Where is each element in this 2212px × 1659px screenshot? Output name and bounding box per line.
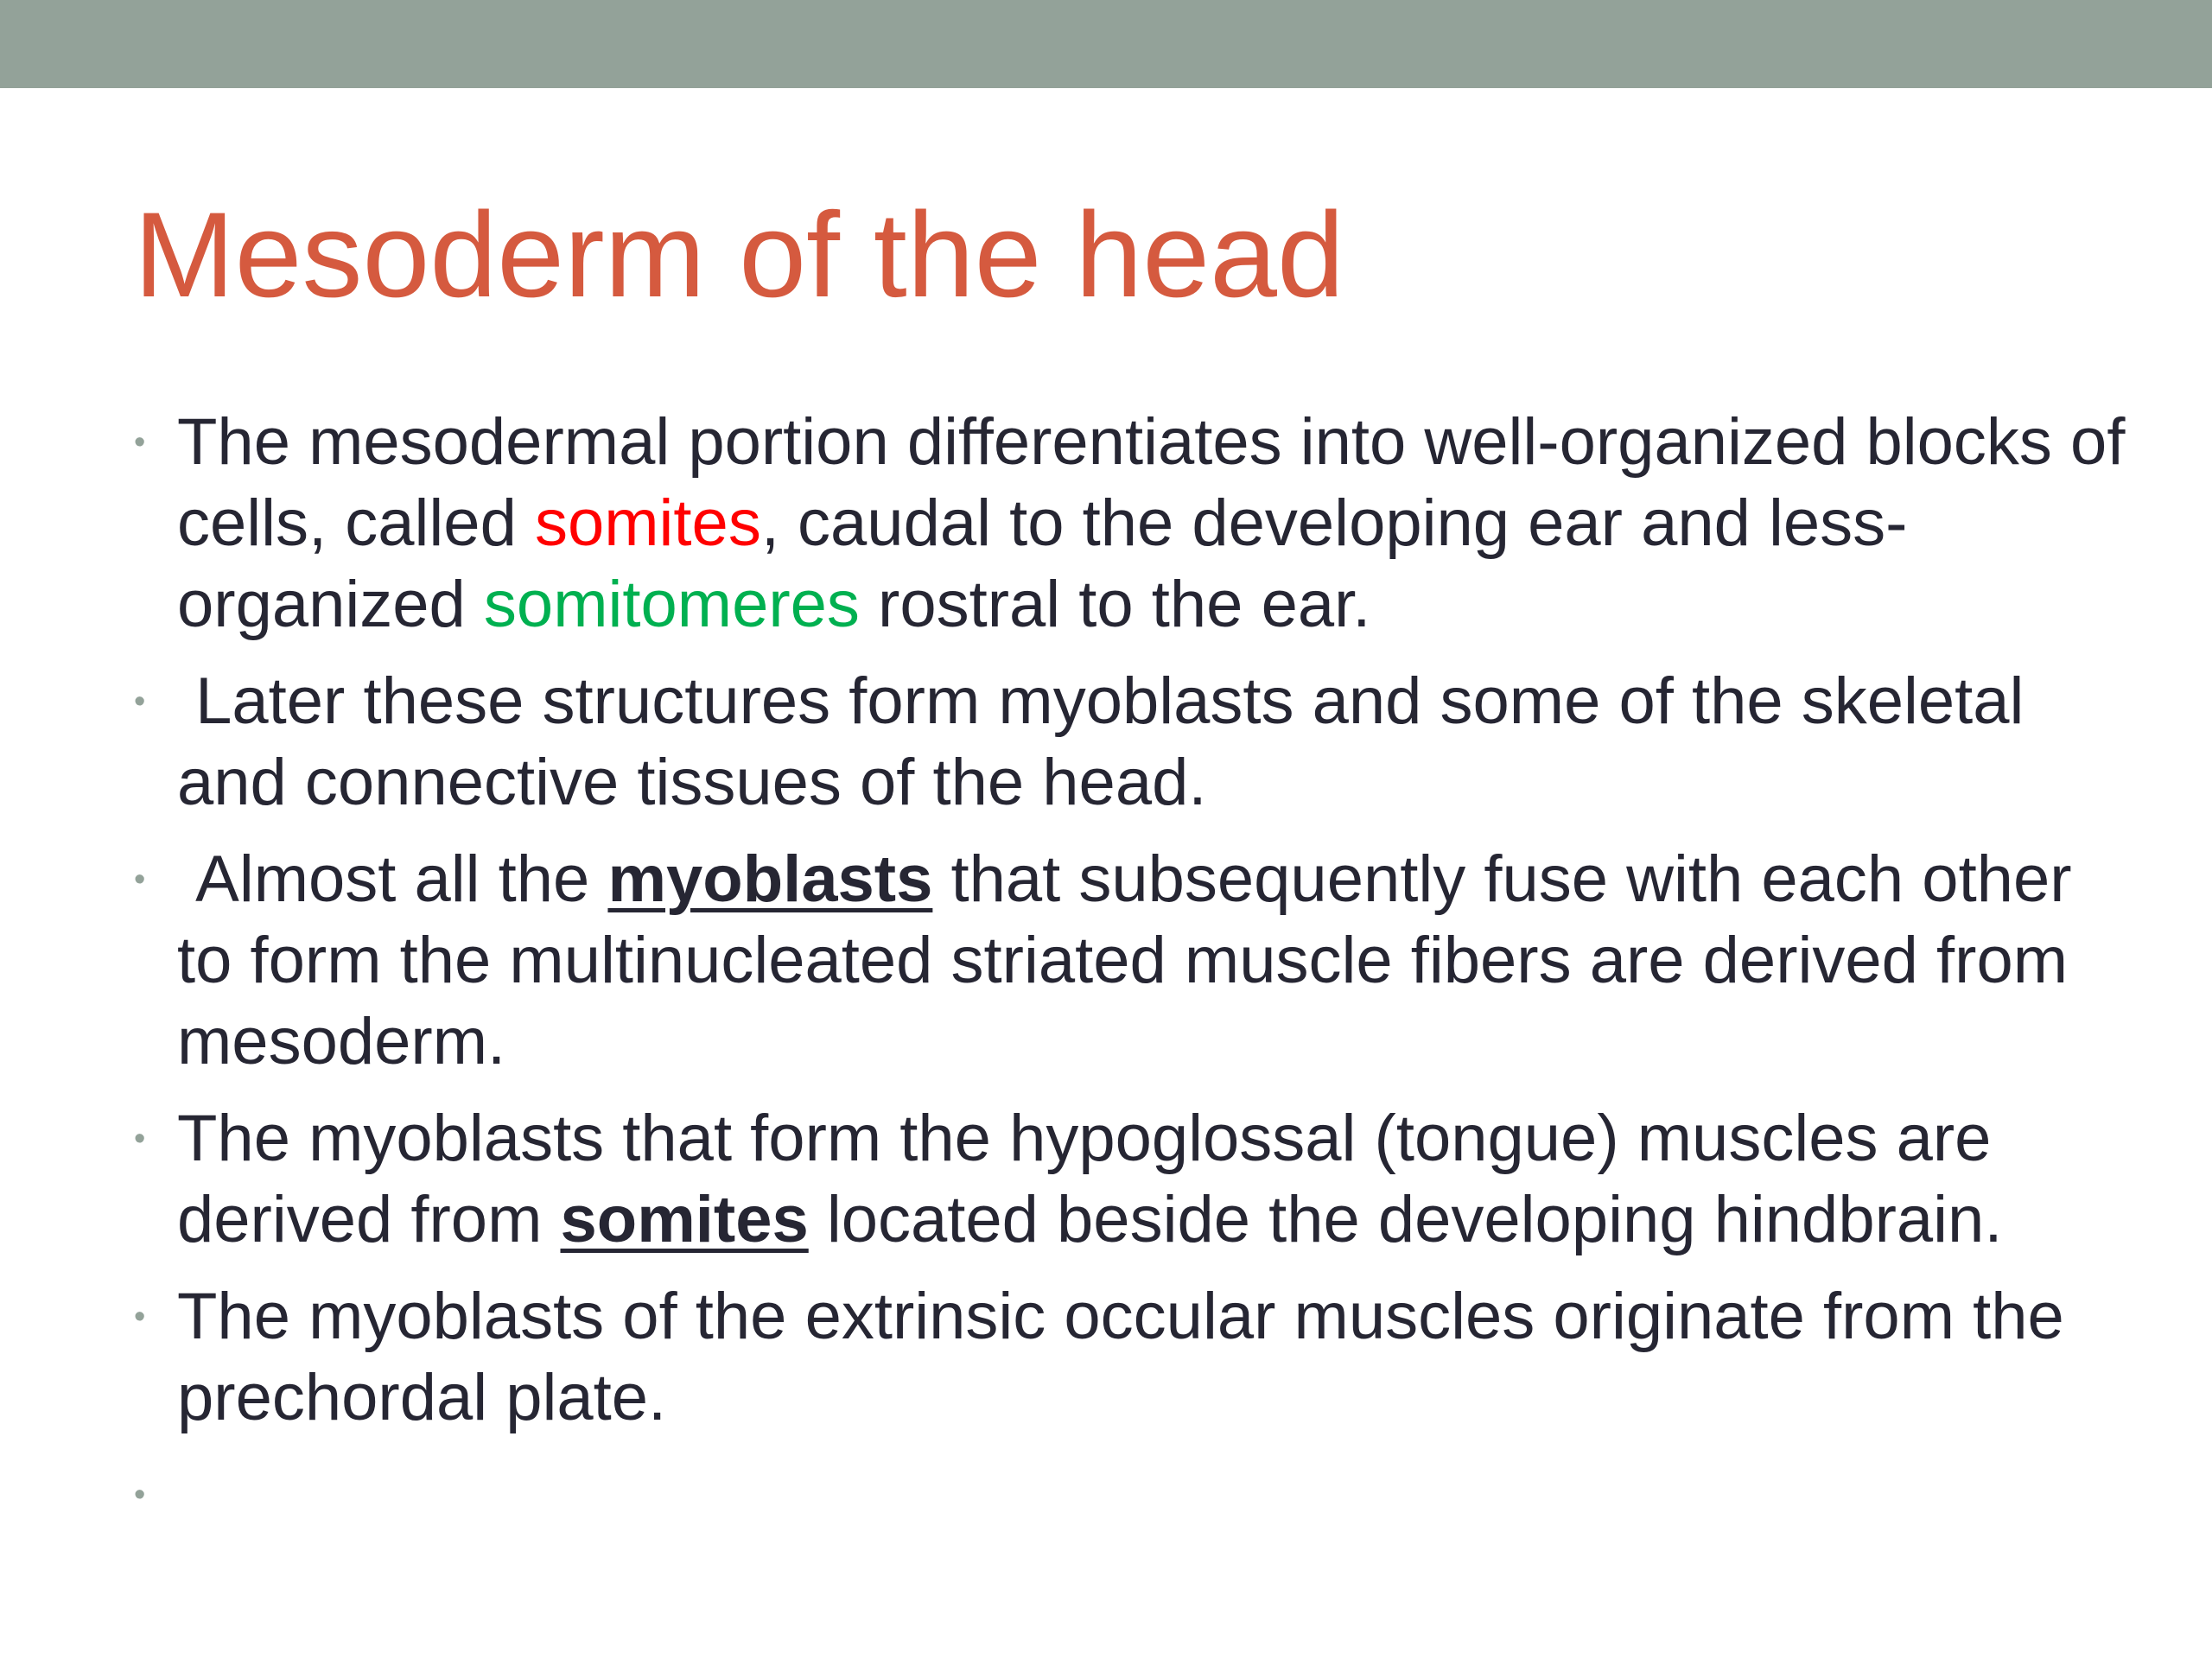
bullet-text bbox=[177, 402, 2139, 645]
bullet-dot: • bbox=[134, 1477, 146, 1513]
bullet-dot: • bbox=[134, 1299, 146, 1335]
bullet-dot: • bbox=[134, 424, 146, 461]
bullet-2-text: Later these structures form myoblasts and some of the skeletal and connective tissues of the head. bbox=[177, 664, 2043, 819]
bullet-item-empty bbox=[134, 1454, 2139, 1535]
bullet-5-text: The myoblasts of the extrinsic occular muscles originate from the prechordal plate. bbox=[177, 1280, 2064, 1434]
bullet-dot: • bbox=[134, 1121, 146, 1157]
bullet-text bbox=[177, 1098, 2139, 1261]
myoblasts-term: myoblasts bbox=[607, 842, 933, 916]
bullet-1-text-middle: , caudal to the developing ear and less-organized bbox=[177, 486, 1908, 641]
bullet-dot: • bbox=[134, 683, 146, 720]
somitomeres-term: somitomeres bbox=[483, 568, 860, 641]
somites-underlined-term: somites bbox=[560, 1183, 809, 1256]
bullet-item-2 bbox=[134, 661, 2139, 823]
bullet-3-text-end: that subsequently fuse with each other to form the multinucleated striated muscle fibers are derived from mesoderm. bbox=[177, 842, 2090, 1078]
bullet-list bbox=[134, 402, 2139, 1551]
bullet-item-5 bbox=[134, 1276, 2139, 1439]
bullet-item-4 bbox=[134, 1098, 2139, 1261]
bullet-item-1 bbox=[134, 402, 2139, 645]
bullet-1-text-end: rostral to the ear. bbox=[859, 568, 1371, 641]
bullet-4-text-start: The myoblasts that form the hypoglossal (tongue) muscles are derived from bbox=[177, 1102, 1992, 1256]
top-header-band bbox=[0, 0, 2212, 88]
bullet-3-text-start: Almost all the bbox=[177, 842, 608, 916]
bullet-item-3 bbox=[134, 839, 2139, 1083]
slide-title: Mesoderm of the head bbox=[134, 187, 1344, 322]
bullet-6-text bbox=[177, 1454, 2139, 1535]
somites-term: somites bbox=[534, 486, 761, 560]
bullet-dot: • bbox=[134, 861, 146, 898]
bullet-4-text-end: located beside the developing hindbrain. bbox=[808, 1183, 2003, 1256]
bullet-1-text-start: The mesodermal portion differentiates into well-organized blocks of cells, called bbox=[177, 405, 2126, 560]
bullet-text bbox=[177, 839, 2139, 1083]
